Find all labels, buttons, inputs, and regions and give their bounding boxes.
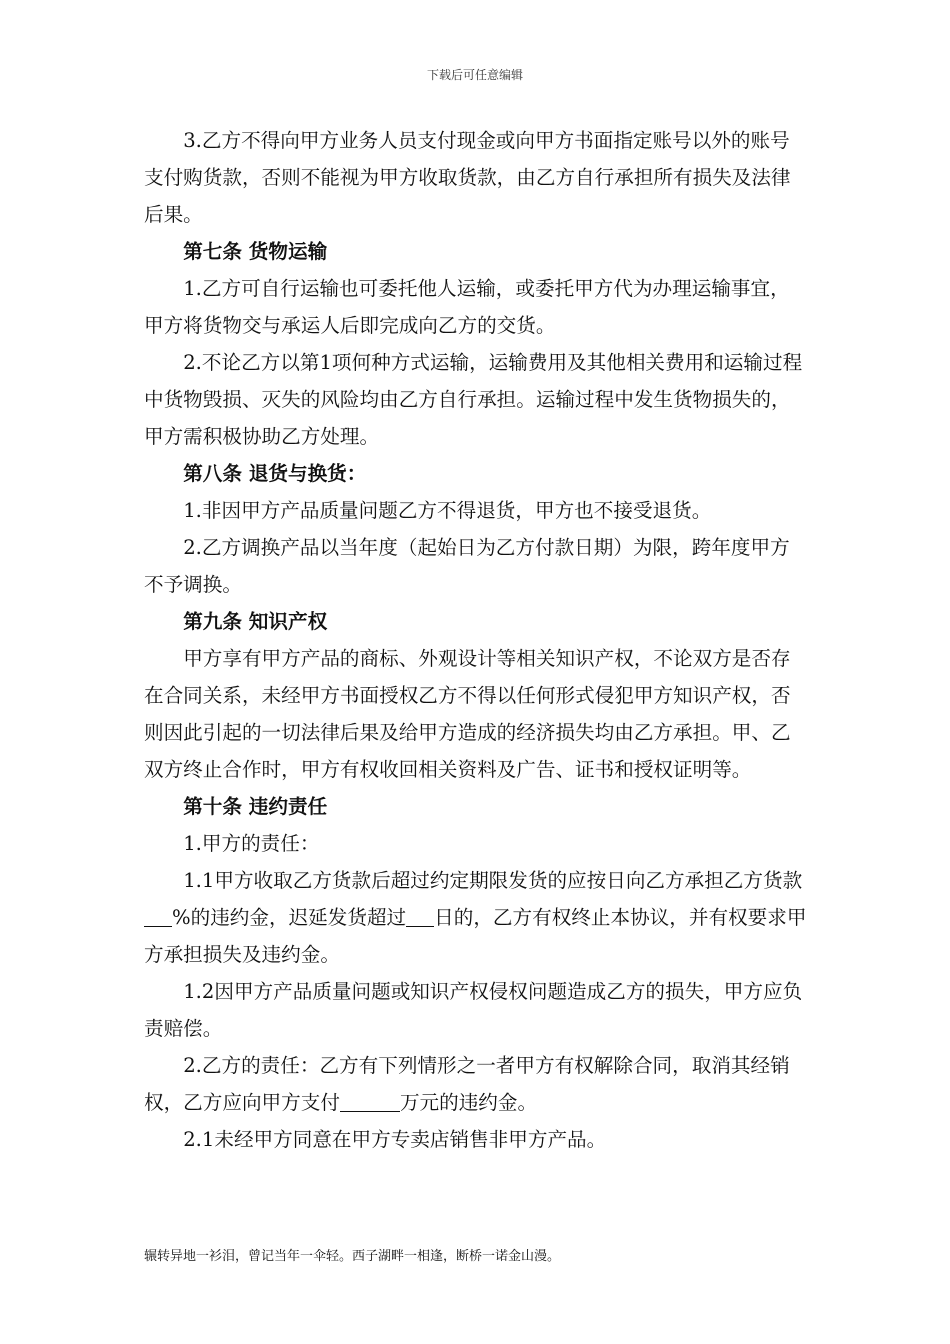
section-heading: 第七条 货物运输 (183, 240, 328, 263)
fill-blank (144, 906, 172, 927)
paragraph: 1.1甲方收取乙方货款后超过约定期限发货的应按日向乙方承担乙方货款%的违约金，迟延发货超过 日的，乙方有权终止本协议，并有权要求甲方承担损失及违约金。 (144, 869, 807, 966)
fill-blank (406, 906, 434, 927)
document-body (144, 122, 809, 1158)
paragraph: 1.甲方的责任： (183, 832, 320, 855)
paragraph: 2.乙方调换产品以当年度（起始日为乙方付款日期）为限，跨年度甲方不予调换。 (144, 536, 790, 596)
section-heading: 第十条 违约责任 (183, 795, 328, 818)
paragraph: 甲方享有甲方产品的商标、外观设计等相关知识产权，不论双方是否存在合同关系，未经甲方书面授权乙方不得以任何形式侵犯甲方知识产权，否则因此引起的一切法律后果及给甲方造成的经济损失均由乙方承担。甲、乙双方终止合作时，甲方有权收回相关资料及广告、证书和授权证明等。 (144, 647, 791, 781)
paragraph: 2.1未经甲方同意在甲方专卖店销售非甲方产品。 (183, 1128, 607, 1151)
paragraph: 3.乙方不得向甲方业务人员支付现金或向甲方书面指定账号以外的账号支付购货款，否则不能视为甲方收取货款，由乙方自行承担所有损失及法律后果。 (144, 129, 791, 226)
paragraph: 1.乙方可自行运输也可委托他人运输，或委托甲方代为办理运输事宜，甲方将货物交与承运人后即完成向乙方的交货。 (144, 277, 790, 337)
section-heading: 第九条 知识产权 (183, 610, 328, 633)
page-header: 下载后可任意编辑 (426, 68, 523, 82)
paragraph: 1.2因甲方产品质量问题或知识产权侵权问题造成乙方的损失，甲方应负责赔偿。 (144, 980, 803, 1040)
paragraph: 1.非因甲方产品质量问题乙方不得退货，甲方也不接受退货。 (183, 499, 712, 522)
page-footer: 辗转异地一衫泪，曾记当年一伞轻。西子湖畔一相逢，断桥一诺金山漫。 (144, 1249, 561, 1264)
paragraph: 2.不论乙方以第1项何种方式运输，运输费用及其他相关费用和运输过程中货物毁损、灭失的风险均由乙方自行承担。运输过程中发生货物损失的，甲方需积极协助乙方处理。 (144, 351, 803, 448)
paragraph: 2.乙方的责任：乙方有下列情形之一者甲方有权解除合同，取消其经销权，乙方应向甲方支付 万元的违约金。 (144, 1054, 790, 1114)
fill-blank (340, 1091, 400, 1112)
section-heading: 第八条 退货与换货： (183, 462, 367, 485)
